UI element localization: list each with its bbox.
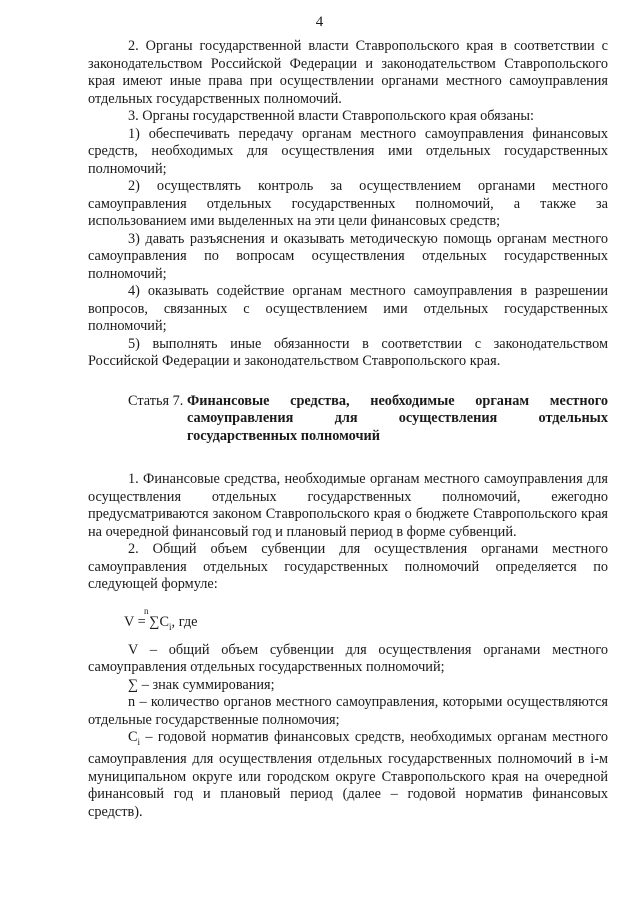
paragraph: 2. Органы государственной власти Ставропольского края в соответствии с законодательством Российской Федерации и законодательством Ставропольского края имеют иные права при осуществлении органами местного самоуправления отдельных государственных полномочий. (88, 38, 608, 107)
paragraph: 3. Органы государственной власти Ставропольского края обязаны: (128, 108, 534, 124)
article-heading (128, 393, 608, 446)
ci-symbol: C (128, 729, 138, 745)
article-title: Финансовые средства, необходимые органам местного самоуправления для осуществления отдельных государственных полномочий (186, 392, 608, 444)
formula-term: C (159, 613, 170, 630)
definition (88, 729, 608, 821)
sigma-symbol: ∑ (149, 613, 160, 630)
formula-term-subscript: i (169, 621, 172, 632)
formula-lhs: V = (124, 613, 150, 630)
paragraph: 1. Финансовые средства, необходимые органам местного самоуправления для осуществления отдельных государственных полномочий, ежегодно предусматриваются законом Ставропольского края о бюджете Ставропольского края на очередной финансовый год и плановый период в форме субвенций. (88, 471, 608, 540)
list-item: 4) оказывать содействие органам местного самоуправления в разрешении вопросов, связанных с осуществлением ими отдельных государственных полномочий; (88, 283, 608, 334)
document-body (88, 38, 608, 821)
list-item: 1) обеспечивать передачу органам местного самоуправления финансовых средств, необходимых для осуществления ими отдельных государственных полномочий; (88, 125, 608, 177)
paragraph: 2. Общий объем субвенции для осуществления органами местного самоуправления отдельных государственных полномочий определяется по следующей формуле: (88, 541, 608, 592)
page-number: 4 (315, 14, 324, 30)
ci-subscript: i (137, 736, 141, 747)
list-item: 5) выполнять иные обязанности в соответствии с законодательством Российской Федерации и законодательством Ставропольского края. (88, 335, 608, 369)
formula-expression (124, 614, 197, 636)
definition: n – количество органов местного самоуправления, которыми осуществляются отдельные государственные полномочия; (88, 694, 608, 728)
article-label: Статья 7. (128, 392, 184, 409)
sum-formula (88, 594, 608, 636)
formula-upper-limit: n (144, 605, 149, 616)
ci-definition-text: – годовой норматив финансовых средств, необходимых органам местного самоуправления для осуществления отдельных государственных полномочий в i-м муниципальном округе или городском округе Ставропольского края на очередной финансовый год и плановый период (далее – годовой норматив финансовых средств). (88, 729, 608, 820)
definition: V – общий объем субвенции для осуществления органами местного самоуправления отдельных государственных полномочий; (88, 641, 608, 675)
list-item: 2) осуществлять контроль за осуществлением органами местного самоуправления отдельных государственных полномочий, а также за использованием ими выделенных на эти цели финансовых средств; (88, 178, 608, 229)
definition: ∑ – знак суммирования; (128, 676, 275, 693)
list-item: 3) давать разъяснения и оказывать методическую помощь органам местного самоуправления по вопросам осуществления отдельных государственных полномочий; (88, 230, 608, 282)
formula-suffix: , где (171, 613, 198, 630)
